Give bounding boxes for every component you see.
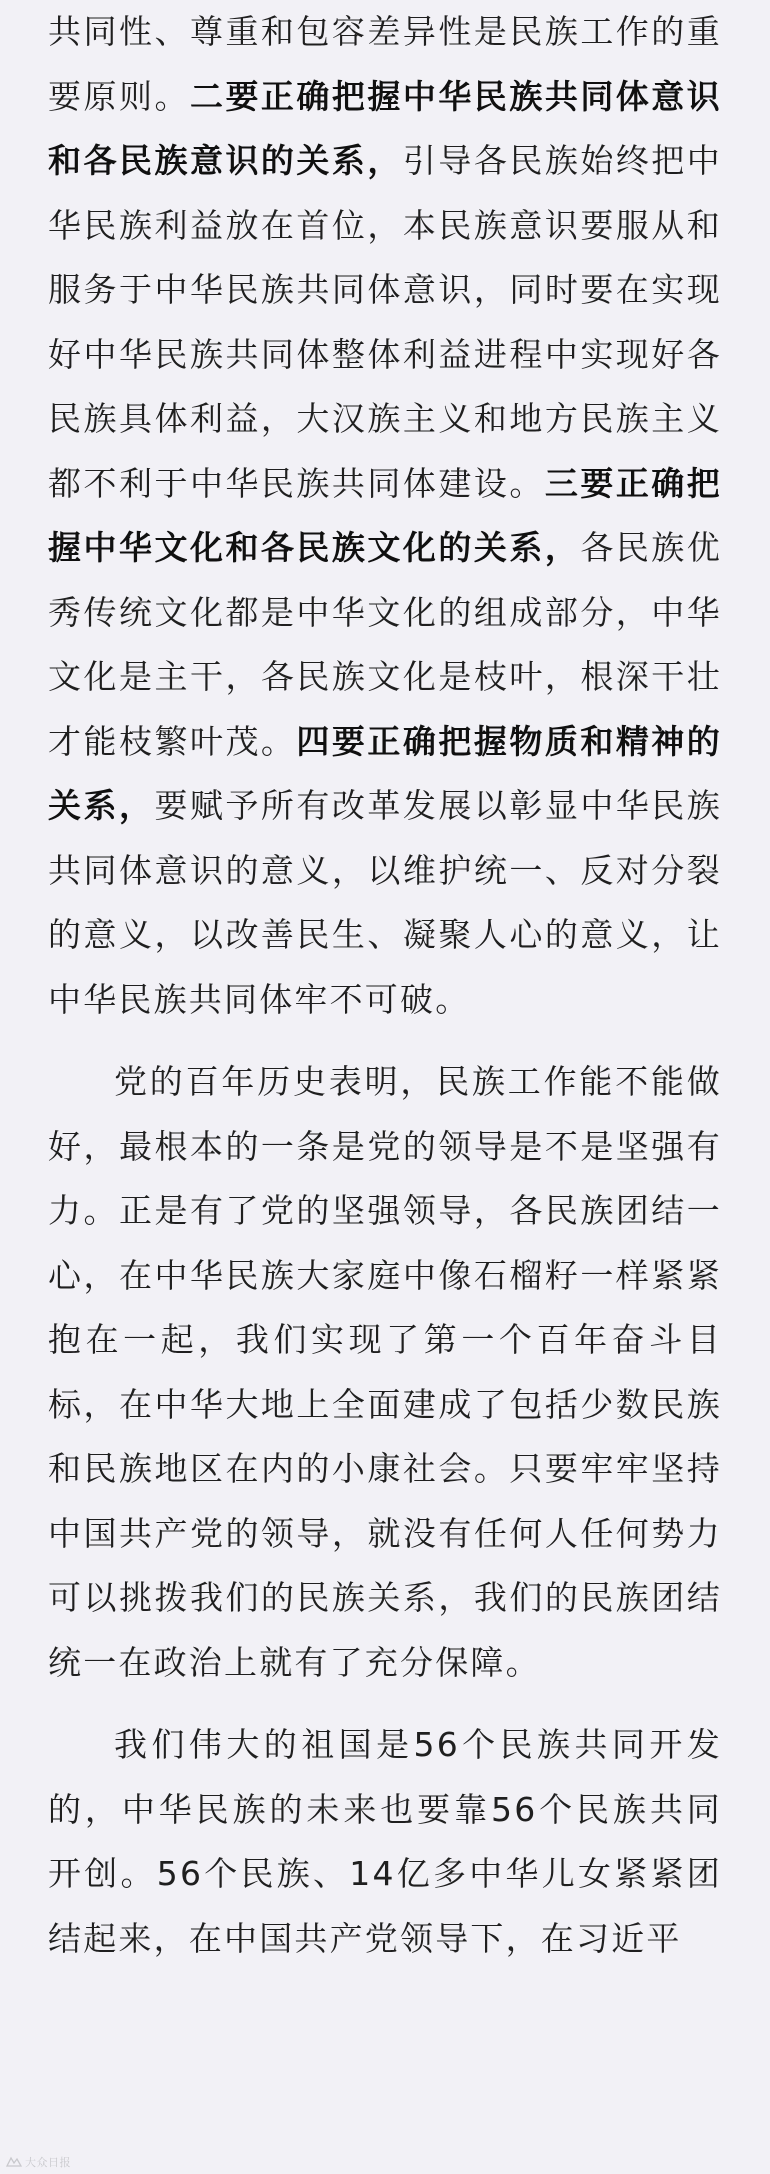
bold-lead-point-four: 四要正确把握物质和精神的关系， (48, 721, 722, 825)
text-segment: 共同性、尊重和包容差异性是民族工作的重要原则。 (48, 12, 722, 116)
bold-lead-point-two: 二要正确把握中华民族共同体意识和各民族意识的关系， (48, 76, 722, 180)
article-body (48, 0, 722, 1971)
article-paragraph-motherland: 我们伟大的祖国是56个民族共同开发的，中华民族的未来也要靠56个民族共同开创。56个民族、14亿多中华儿女紧紧团结起来，在中国共产党领导下，在习近平 (48, 1725, 722, 1958)
watermark-text: 大众日报 (25, 2156, 71, 2169)
text-segment: 引导各民族始终把中华民族利益放在首位，本民族意识要服从和服务于中华民族共同体意识，同时要在实现好中华民族共同体整体利益进程中实现好各民族具体利益，大汉族主义和地方民族主义都不利于中华民族共同体建设。 (48, 141, 722, 503)
text-segment: 各民族优秀传统文化都是中华文化的组成部分，中华文化是主干，各民族文化是枝叶，根深干壮才能枝繁叶茂。 (48, 528, 722, 761)
watermark (6, 2154, 71, 2170)
watermark-logo-icon (6, 2156, 22, 2168)
bold-lead-point-three: 三要正确把握中华文化和各民族文化的关系， (48, 463, 722, 567)
text-segment: 要赋予所有改革发展以彰显中华民族共同体意识的意义，以维护统一、反对分裂的意义，以改善民生、凝聚人心的意义，让中华民族共同体牢不可破。 (48, 786, 722, 1019)
article-paragraph-party-leadership: 党的百年历史表明，民族工作能不能做好，最根本的一条是党的领导是不是坚强有力。正是有了党的坚强领导，各民族团结一心，在中华民族大家庭中像石榴籽一样紧紧抱在一起，我们实现了第一个百年奋斗目标，在中华大地上全面建成了包括少数民族和民族地区在内的小康社会。只要牢牢坚持中国共产党的领导，就没有任何人任何势力可以挑拨我们的民族关系，我们的民族团结统一在政治上就有了充分保障。 (48, 1062, 722, 1682)
article-paragraph-principles (48, 0, 722, 1032)
